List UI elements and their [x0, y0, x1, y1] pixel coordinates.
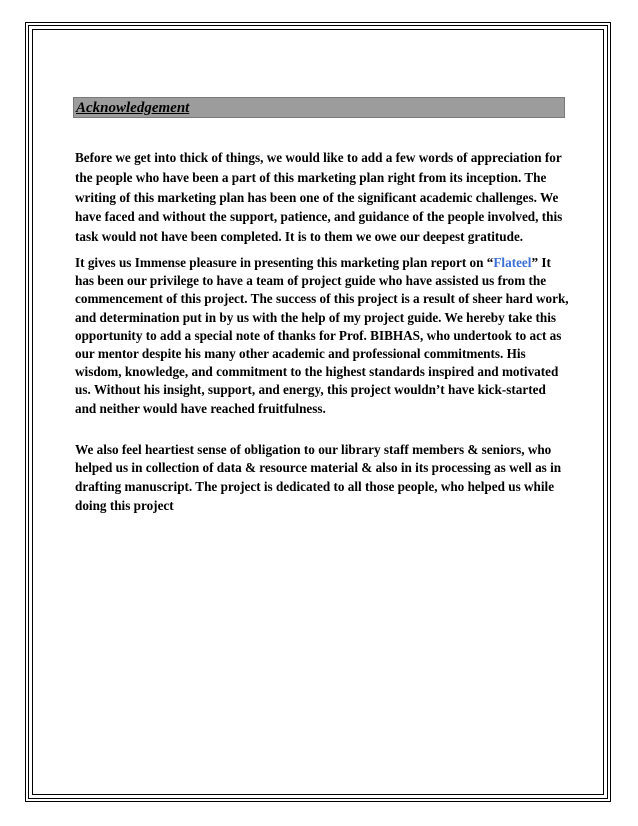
paragraph-presentation-rest: ” It has been our privilege to have a team of project guide who have assisted us from the commencement of this project. The success of this project is a result of sheer hard work, and determination put in by us with the help of my project guide. We hereby take this opportunity to add a special note of thanks for Prof. BIBHAS, who undertook to act as our mentor despite his many other academic and professional commitments. His wisdom, knowledge, and commitment to the highest standards inspired and motivated us. Without his insight, support, and energy, this project wouldn’t have kick-started and neither would have reached fruitfulness. [75, 254, 569, 416]
paragraph-obligation: We also feel heartiest sense of obligation to our library staff members & seniors, who helped us in collection of data & resource material & also in its processing as well as in drafting manuscript. The project is dedicated to all those people, who helped us while doing this project [75, 441, 562, 513]
paragraph-presentation-start: It gives us Immense pleasure in presenting this marketing plan report on “ [75, 254, 494, 270]
page-title: Acknowledgement [76, 100, 190, 116]
paragraph-presentation [75, 254, 570, 418]
paragraph-intro: Before we get into thick of things, we would like to add a few words of appreciation for the people who have been a part of this marketing plan right from its inception. The writing of this marketing plan has been one of the significant academic challenges. We have faced and without the support, patience, and guidance of the people involved, this task would not have been completed. It is to them we owe our deepest gratitude. [75, 150, 563, 245]
heading-bar [73, 97, 565, 118]
project-name: Flateel [493, 254, 532, 270]
document-body [75, 148, 570, 515]
